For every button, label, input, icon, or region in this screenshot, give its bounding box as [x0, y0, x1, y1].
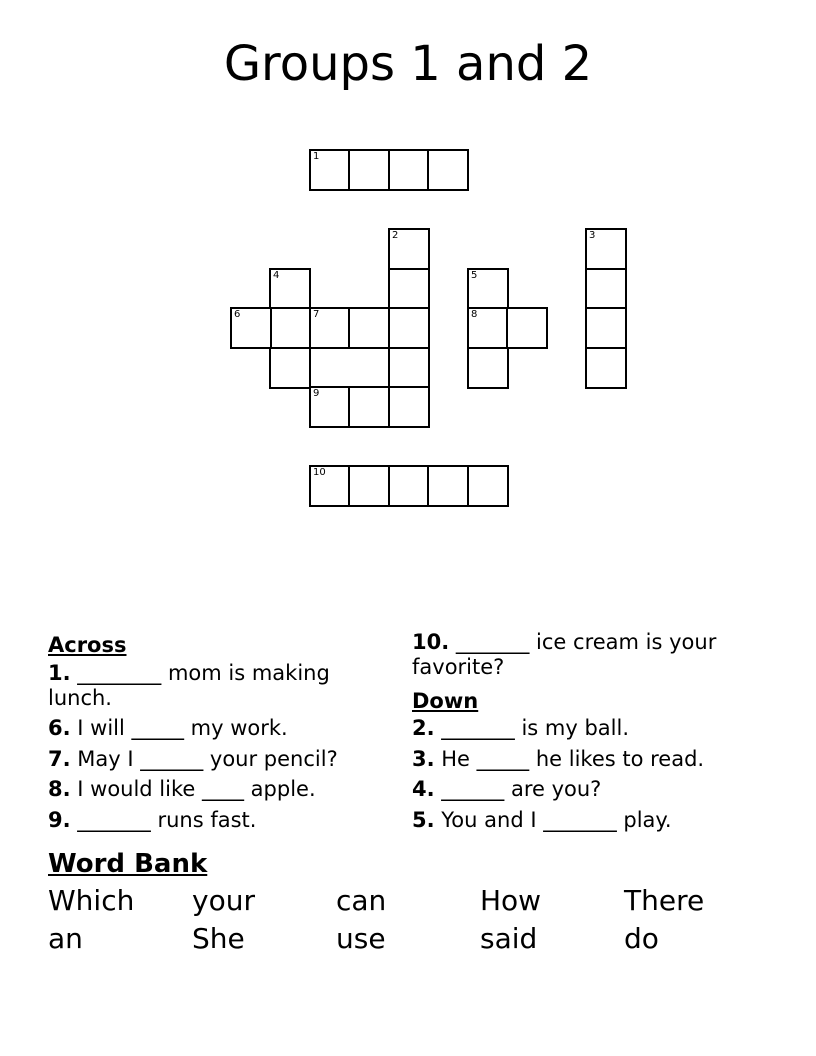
down-heading: Down [412, 688, 479, 713]
crossword-cell[interactable] [348, 149, 390, 191]
clue-text: ______ are you? [434, 777, 602, 801]
clue-number: 6. [48, 716, 71, 740]
crossword-cell[interactable] [467, 268, 509, 310]
cell-number: 4 [273, 270, 280, 281]
across-heading: Across [48, 633, 127, 657]
crossword-cell[interactable] [585, 347, 627, 389]
crossword-cell[interactable] [348, 386, 390, 428]
clue-number: 7. [48, 746, 71, 771]
clue-down-2 [412, 716, 772, 741]
clue-down-5 [412, 808, 772, 833]
crossword-cell[interactable] [585, 268, 627, 310]
clue-text: _______ ice cream is your favorite? [412, 630, 717, 679]
clue-across-7 [48, 747, 378, 772]
cell-number: 1 [313, 151, 320, 162]
cell-number: 7 [313, 309, 320, 320]
clue-number: 1. [48, 660, 71, 685]
crossword-cell[interactable] [309, 465, 351, 507]
clue-number: 2. [412, 716, 435, 740]
cell-number: 5 [471, 270, 478, 281]
crossword-cell[interactable] [467, 465, 509, 507]
clue-across-8 [48, 777, 378, 802]
word-bank-word: How [480, 884, 542, 917]
clue-text: ________ mom is making lunch. [48, 660, 330, 710]
clue-number: 8. [48, 777, 71, 801]
clue-text: He _____ he likes to read. [434, 746, 705, 771]
clue-text: May I ______ your pencil? [70, 746, 338, 771]
word-bank-word: do [624, 922, 659, 955]
word-bank-word: an [48, 922, 83, 955]
cell-number: 9 [313, 388, 320, 399]
word-bank-word: your [192, 884, 255, 917]
crossword-cell[interactable] [309, 307, 351, 349]
crossword-cell[interactable] [348, 307, 390, 349]
clue-across-1 [48, 661, 378, 711]
word-bank-word: Which [48, 884, 135, 917]
clue-text: I will _____ my work. [70, 716, 288, 740]
clues-left-column [48, 630, 378, 838]
word-bank-word: She [192, 922, 245, 955]
crossword-cell[interactable] [467, 347, 509, 389]
word-bank-word: said [480, 922, 538, 955]
crossword-cell[interactable] [427, 149, 469, 191]
cell-number: 10 [313, 467, 326, 478]
cell-number: 3 [589, 230, 596, 241]
crossword-cell[interactable] [388, 465, 430, 507]
crossword-cell[interactable] [269, 307, 311, 349]
crossword-cell[interactable] [388, 149, 430, 191]
clue-number: 10. [412, 630, 450, 654]
word-bank-word: There [624, 884, 705, 917]
page-title: Groups 1 and 2 [223, 36, 593, 92]
crossword-cell[interactable] [388, 228, 430, 270]
crossword-cell[interactable] [427, 465, 469, 507]
crossword-cell[interactable] [388, 268, 430, 310]
word-bank-heading: Word Bank [48, 849, 208, 879]
clue-number: 4. [412, 777, 435, 801]
crossword-cell[interactable] [309, 149, 351, 191]
clue-down-3 [412, 747, 772, 772]
crossword-cell[interactable] [388, 386, 430, 428]
crossword-cell[interactable] [230, 307, 272, 349]
clue-down-4 [412, 777, 772, 802]
clue-across-6 [48, 716, 378, 741]
clue-number: 3. [412, 746, 435, 771]
crossword-cell[interactable] [388, 347, 430, 389]
cell-number: 6 [234, 309, 241, 320]
clue-number: 9. [48, 807, 71, 832]
clue-number: 5. [412, 807, 435, 832]
clues-right-column [412, 630, 772, 838]
clue-text: _______ is my ball. [434, 716, 629, 740]
crossword-cell[interactable] [506, 307, 548, 349]
cell-number: 8 [471, 309, 478, 320]
crossword-cell[interactable] [348, 465, 390, 507]
clue-text: I would like ____ apple. [70, 777, 316, 801]
cell-number: 2 [392, 230, 399, 241]
word-bank-word: use [336, 922, 386, 955]
crossword-cell[interactable] [309, 386, 351, 428]
clue-across-10 [412, 630, 772, 680]
crossword-cell[interactable] [269, 347, 311, 389]
crossword-cell[interactable] [467, 307, 509, 349]
clue-across-9 [48, 808, 378, 833]
clue-text: You and I _______ play. [434, 807, 672, 832]
crossword-cell[interactable] [585, 228, 627, 270]
clue-text: _______ runs fast. [70, 807, 257, 832]
crossword-cell[interactable] [269, 268, 311, 310]
crossword-cell[interactable] [388, 307, 430, 349]
word-bank-word: can [336, 884, 387, 917]
crossword-cell[interactable] [585, 307, 627, 349]
